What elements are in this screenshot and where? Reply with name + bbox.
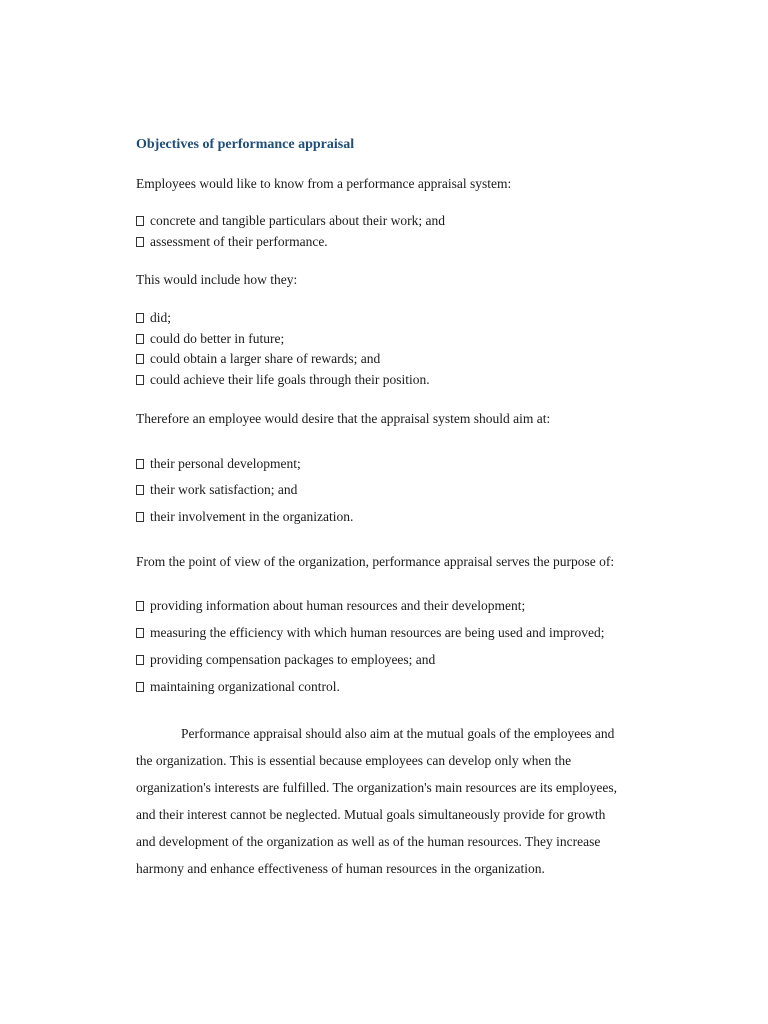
section-heading: Objectives of performance appraisal	[136, 137, 355, 152]
intro-text: Employees would like to know from a performance appraisal system:	[136, 176, 512, 191]
bullet-box-icon	[136, 354, 144, 364]
bullet-box-icon	[136, 459, 144, 469]
list-item: their involvement in the organization.	[136, 508, 353, 526]
list-item: could do better in future;	[136, 330, 284, 348]
bullet-box-icon	[136, 485, 144, 495]
list-item: concrete and tangible particulars about their work; and	[136, 212, 445, 230]
paragraph-line: and development of the organization as well as of the human resources. They increase	[136, 834, 601, 849]
paragraph-line: harmony and enhance effectiveness of human resources in the organization.	[136, 861, 545, 876]
list-item: assessment of their performance.	[136, 233, 328, 251]
list-item: maintaining organizational control.	[136, 678, 340, 696]
list-item: measuring the efficiency with which human resources are being used and improved;	[136, 624, 604, 642]
bullet-box-icon	[136, 682, 144, 692]
bullet-box-icon	[136, 313, 144, 323]
paragraph-line: the organization. This is essential because employees can develop only when the	[136, 753, 572, 768]
organization-text: From the point of view of the organization, performance appraisal serves the purpose of:	[136, 554, 615, 569]
list-item: could achieve their life goals through their position.	[136, 371, 430, 389]
bullet-box-icon	[136, 375, 144, 385]
bullet-box-icon	[136, 216, 144, 226]
list-item: did;	[136, 309, 171, 327]
list-item: providing information about human resources and their development;	[136, 597, 525, 615]
bullet-box-icon	[136, 237, 144, 247]
bullet-box-icon	[136, 334, 144, 344]
list-item: could obtain a larger share of rewards; and	[136, 350, 380, 368]
list-item: their personal development;	[136, 455, 301, 473]
bullet-box-icon	[136, 628, 144, 638]
bullet-box-icon	[136, 512, 144, 522]
paragraph-line: organization's interests are fulfilled. The organization's main resources are its employees,	[136, 780, 617, 795]
include-text: This would include how they:	[136, 272, 298, 287]
bullet-box-icon	[136, 655, 144, 665]
therefore-text: Therefore an employee would desire that the appraisal system should aim at:	[136, 411, 551, 426]
paragraph-line: and their interest cannot be neglected. Mutual goals simultaneously provide for growth	[136, 807, 606, 822]
body-paragraph	[136, 720, 676, 882]
list-item: their work satisfaction; and	[136, 481, 297, 499]
paragraph-line: Performance appraisal should also aim at the mutual goals of the employees and	[181, 726, 615, 741]
list-item: providing compensation packages to employees; and	[136, 651, 435, 669]
bullet-box-icon	[136, 601, 144, 611]
